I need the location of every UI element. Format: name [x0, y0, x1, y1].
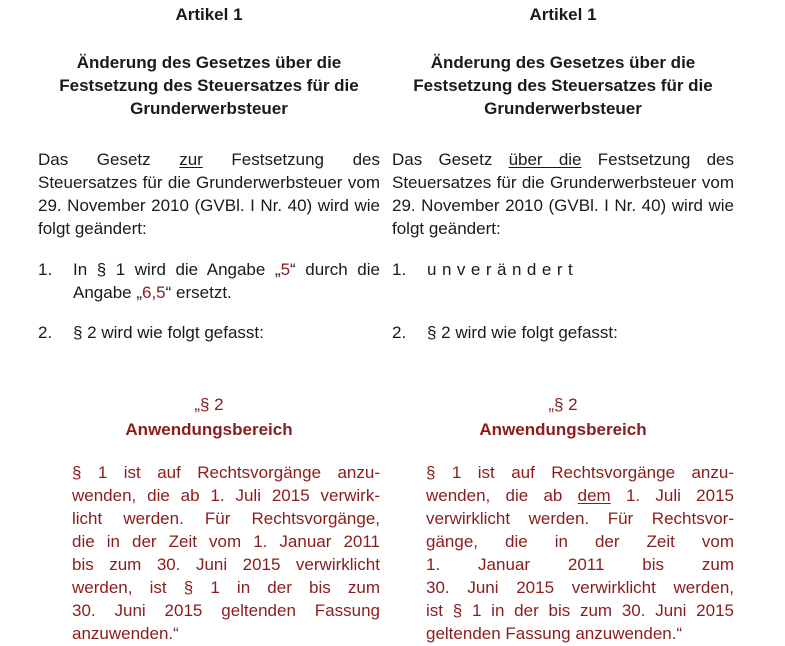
left-article-heading: Artikel 1: [175, 5, 243, 24]
left-body-line: anzuwenden.“: [72, 624, 179, 643]
right-body-line: verwirklicht werden. Für Rechtsvor-: [426, 509, 734, 528]
right-item-1: [392, 258, 734, 281]
right-item-1-text: unverändert: [427, 260, 579, 279]
left-body-line: § 1 ist auf Rechtsvorgänge anzu-: [72, 463, 380, 482]
left-item-1: [38, 258, 380, 304]
right-body-line: 30. Juni 2015 verwirklicht werden,: [426, 578, 734, 597]
left-title-line: Grunderwerbsteuer: [130, 99, 288, 118]
left-item-1-new-value: 6,5: [142, 283, 166, 302]
left-item-1-part: “ ersetzt.: [165, 283, 232, 302]
left-item-2-text: § 2 wird wie folgt gefasst:: [73, 323, 264, 342]
left-intro-pre: Das Gesetz: [38, 150, 180, 169]
left-body-line: 30. Juni 2015 geltenden Fassung: [72, 601, 380, 620]
left-title-line: Festsetzung des Steuersatzes für die: [59, 76, 359, 95]
right-intro-pre: Das Gesetz: [392, 150, 509, 169]
left-body-line: die in der Zeit vom 1. Januar 2011: [72, 532, 380, 551]
right-law-title: [392, 51, 734, 120]
left-item-1-number: 1.: [38, 260, 53, 279]
right-paragraph-body: [426, 461, 734, 645]
right-body-line2-underlined: dem: [577, 486, 611, 505]
right-body-line2-post: 1. Juli 2015: [610, 486, 734, 505]
left-item-2-number: 2.: [38, 323, 53, 342]
left-paragraph-title: Anwendungsbereich: [125, 420, 293, 439]
right-body-line: [426, 484, 734, 507]
right-body-line: 1. Januar 2011 bis zum: [426, 555, 734, 574]
right-body-line: geltenden Fassung anzuwenden.“: [426, 624, 683, 643]
left-body-line: bis zum 30. Juni 2015 verwirklicht: [72, 555, 380, 574]
left-body-line: licht werden. Für Rechtsvorgänge,: [72, 509, 380, 528]
right-title-line: Grunderwerbsteuer: [484, 99, 642, 118]
left-item-1-text: [73, 258, 380, 304]
left-item-1-part: In § 1 wird die Angabe „: [73, 260, 281, 279]
right-item-1-number: 1.: [392, 260, 407, 279]
right-article-heading: Artikel 1: [529, 5, 597, 24]
left-title-line: Änderung des Gesetzes über die: [76, 53, 342, 72]
left-intro-post: Festsetzung des Steuersatzes für die Grunderwerbsteuer vom 29. November 2010 (GVBl. I Nr. 40) wird wie folgt geändert:: [38, 150, 380, 238]
right-paragraph-sign: „§ 2: [548, 395, 578, 414]
right-item-2-text: § 2 wird wie folgt gefasst:: [427, 323, 618, 342]
left-body-line: werden, ist § 1 in der bis zum: [72, 578, 380, 597]
left-item-1-part: “ durch die Angabe „: [73, 260, 380, 302]
left-item-1-old-value: 5: [280, 260, 291, 279]
right-intro-paragraph: [392, 148, 734, 240]
right-intro-underlined: über die: [508, 150, 582, 169]
left-body-line: wenden, die ab 1. Juli 2015 verwirk-: [72, 486, 380, 505]
right-title-line: Festsetzung des Steuersatzes für die: [413, 76, 713, 95]
right-item-2: [392, 321, 734, 344]
right-intro-post: Festsetzung des Steuersatzes für die Grunderwerbsteuer vom 29. November 2010 (GVBl. I Nr. 40) wird wie folgt geändert:: [392, 150, 734, 238]
right-body-line: gänge, die in der Zeit vom: [426, 532, 734, 551]
right-title-line: Änderung des Gesetzes über die: [430, 53, 696, 72]
right-body-line2-pre: wenden, die ab: [426, 486, 578, 505]
right-body-line: ist § 1 in der bis zum 30. Juni 2015: [426, 601, 734, 620]
right-item-2-number: 2.: [392, 323, 407, 342]
right-body-line: § 1 ist auf Rechtsvorgänge anzu-: [426, 463, 734, 482]
left-paragraph-body: [72, 461, 380, 645]
left-intro-paragraph: [38, 148, 380, 240]
left-item-2: [38, 321, 380, 344]
left-intro-underlined: zur: [179, 150, 203, 169]
left-law-title: [38, 51, 380, 120]
right-paragraph-title: Anwendungsbereich: [479, 420, 647, 439]
left-paragraph-sign: „§ 2: [194, 395, 224, 414]
